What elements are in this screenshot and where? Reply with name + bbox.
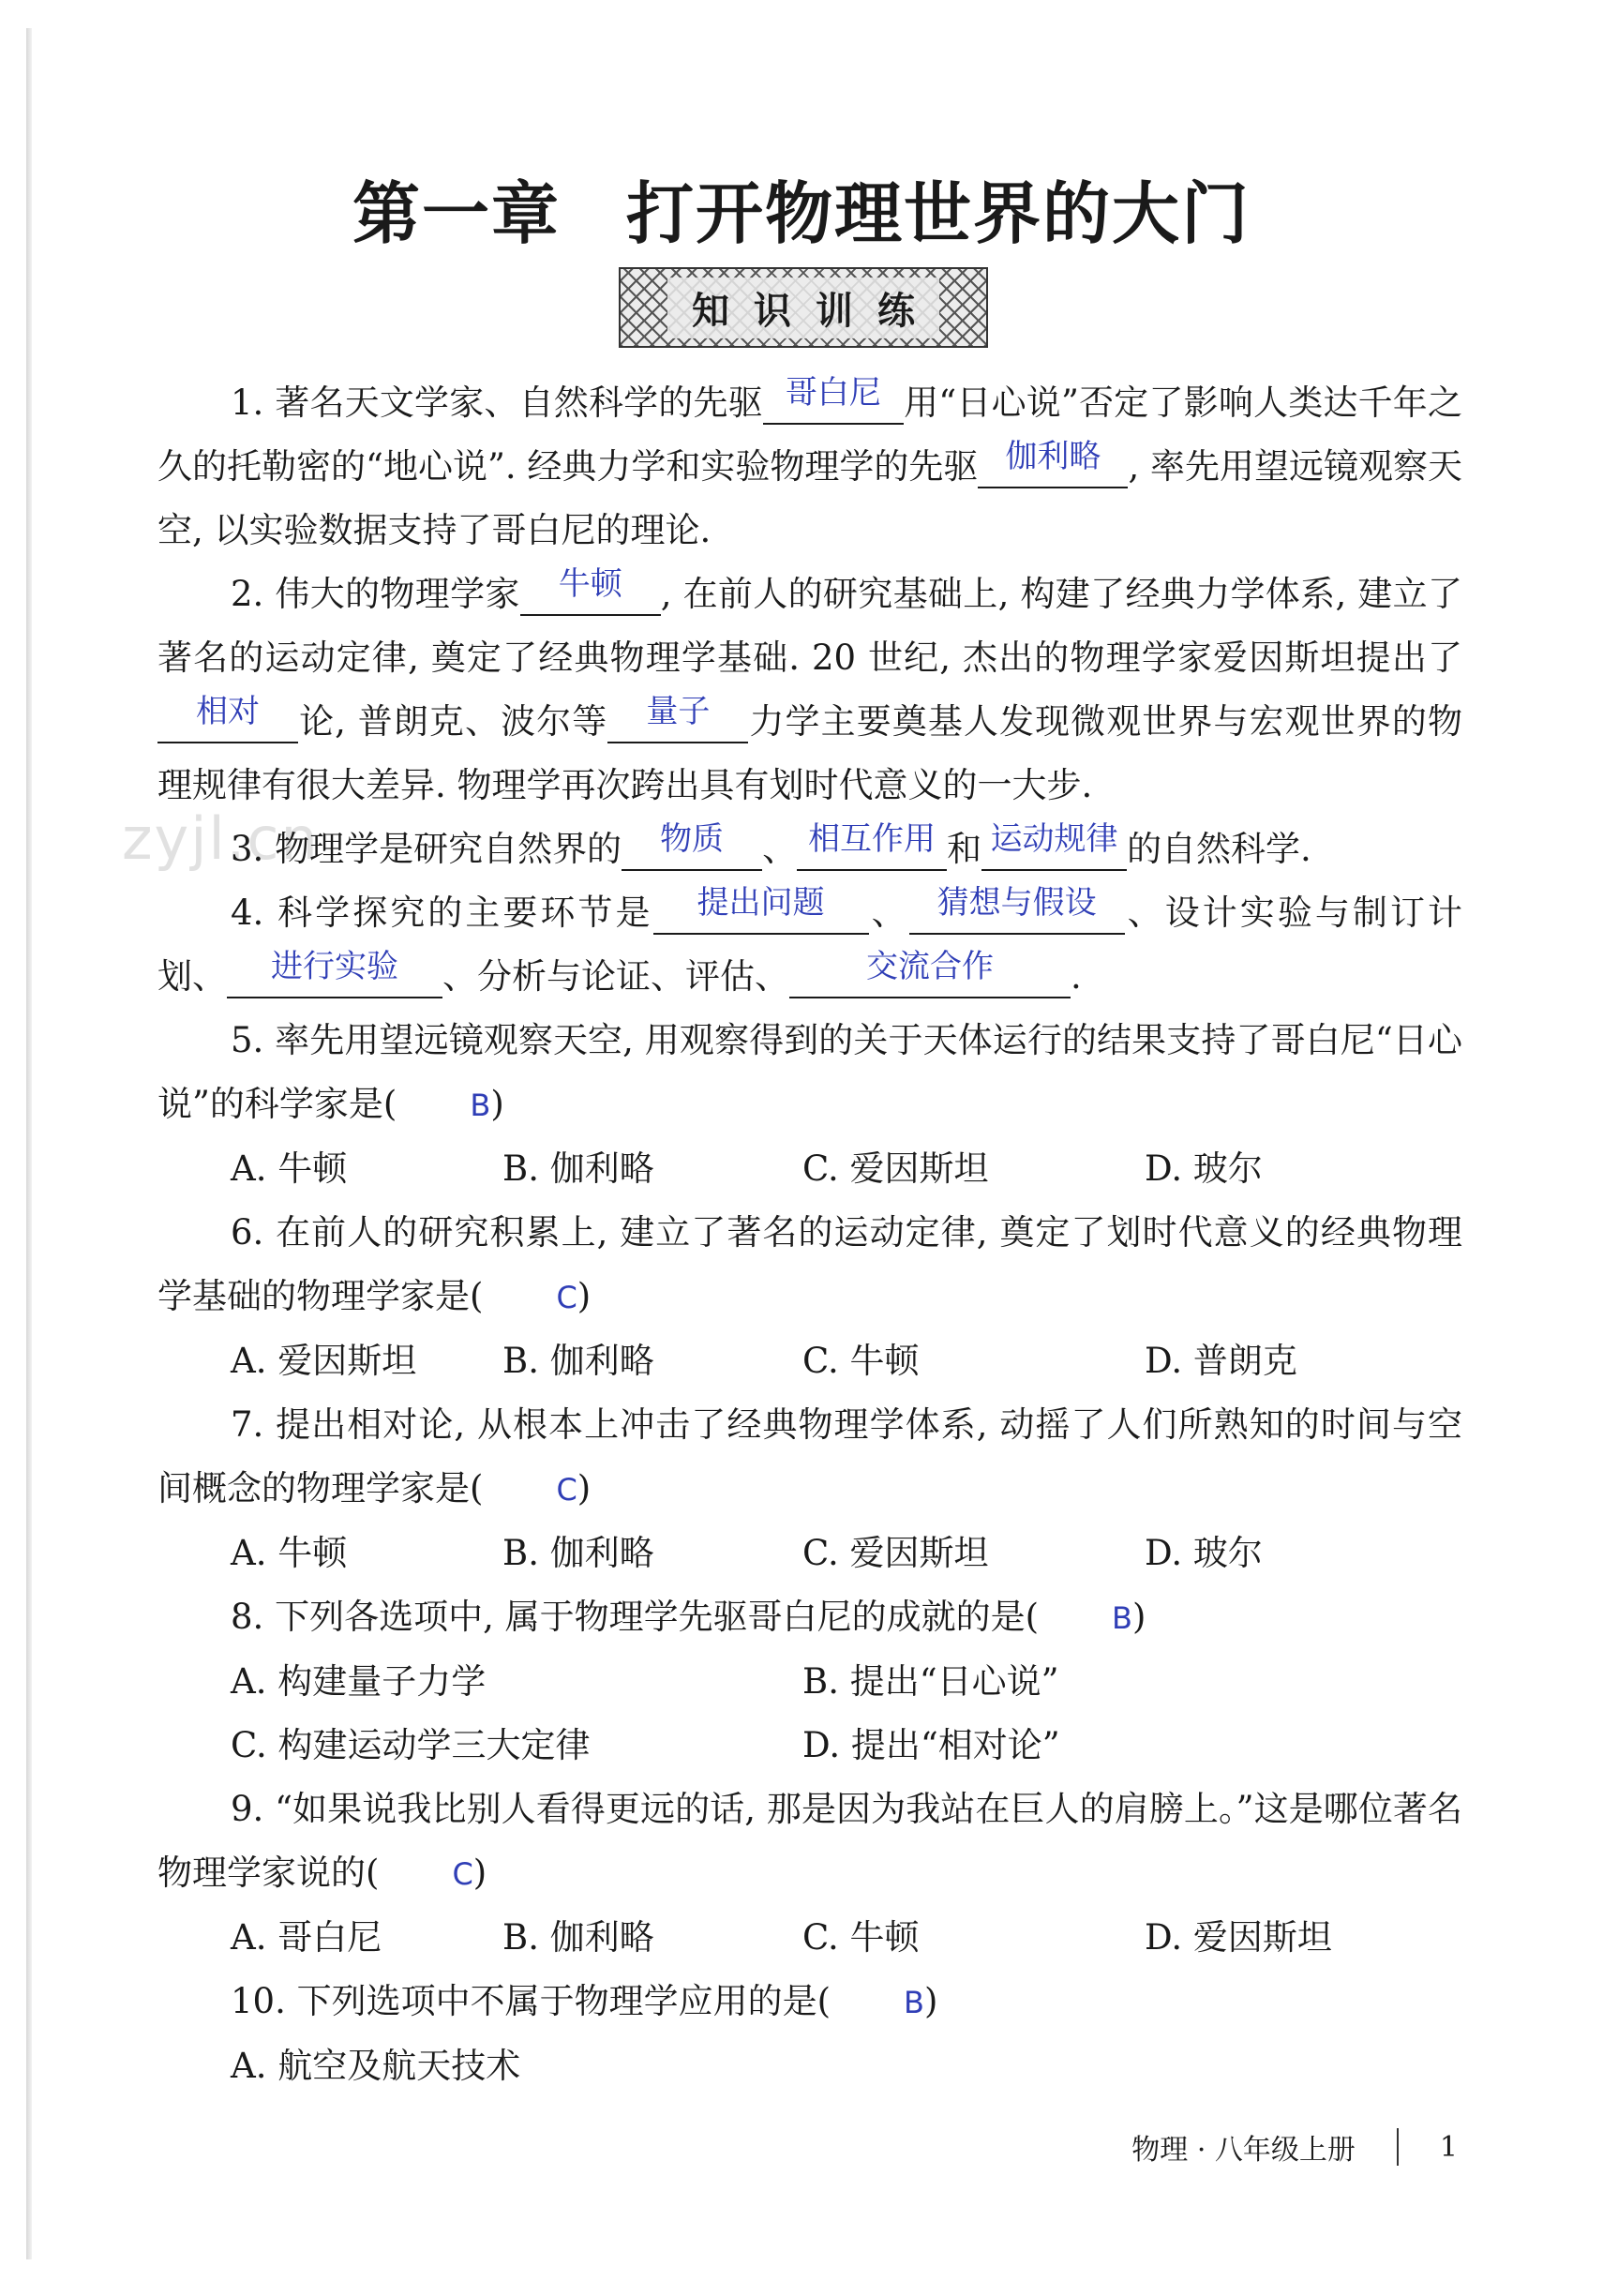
option-b[interactable]: B. 伽利略	[502, 1917, 654, 1958]
answer-blank[interactable]	[797, 820, 947, 871]
option-a[interactable]: A. 牛顿	[231, 1533, 348, 1573]
option-b[interactable]: B. 伽利略	[502, 1533, 654, 1573]
option-b[interactable]: B. 伽利略	[502, 1341, 654, 1381]
answer-blank[interactable]	[978, 438, 1128, 488]
answer-blank[interactable]	[981, 820, 1127, 871]
filled-answer: 提出问题	[697, 884, 825, 922]
answer-blank[interactable]	[227, 948, 442, 998]
question-9: 9. “如果说我比别人看得更远的话, 那是因为我站在巨人的肩膀上。”这是哪位著名物理学家说的( C)	[157, 1778, 1462, 1906]
filled-answer: 哥白尼	[785, 374, 881, 412]
filled-answer: 相对	[196, 693, 260, 730]
watermark: zyjl.cn	[122, 804, 320, 873]
answer-blank[interactable]	[622, 820, 762, 871]
option-d[interactable]: D. 提出“相对论”	[802, 1725, 1060, 1765]
answer-blank[interactable]	[789, 948, 1071, 998]
section-banner-label: 知识训练	[667, 278, 939, 338]
option-d[interactable]: D. 普朗克	[1145, 1341, 1297, 1381]
choice-answer[interactable]: C	[452, 1856, 473, 1892]
option-b[interactable]: B. 伽利略	[502, 1148, 654, 1189]
filled-answer: 猜想与假设	[936, 884, 1097, 922]
options-6	[157, 1329, 1462, 1393]
chapter-number: 第一章	[352, 173, 561, 253]
filled-answer: 牛顿	[558, 565, 622, 603]
section-banner	[619, 267, 988, 348]
page-number: 1	[1439, 2130, 1458, 2164]
question-4: 4. 科学探究的主要环节是 提出问题 、 猜想与假设 、设计实验与制订计划、 进行实验 、分析与论证、评估、 交流合作 .	[157, 884, 1463, 997]
option-a[interactable]: A. 构建量子力学	[231, 1661, 487, 1702]
option-c[interactable]: C. 牛顿	[802, 1341, 920, 1381]
filled-answer: 进行实验	[271, 948, 398, 985]
question-3: 3. 物理学是研究自然界的 物质 、 相互作用 和 运动规律 的自然科学.	[231, 820, 1311, 869]
option-c[interactable]: C. 牛顿	[802, 1917, 920, 1958]
filled-answer: 量子	[646, 693, 711, 730]
chapter-title	[0, 159, 1603, 257]
filled-answer: 伽利略	[1005, 438, 1101, 475]
page-spine-shadow	[26, 28, 32, 2259]
answer-blank[interactable]	[653, 884, 869, 935]
footer-divider	[1397, 2128, 1399, 2166]
option-a[interactable]: A. 哥白尼	[231, 1917, 382, 1958]
options-7	[157, 1522, 1462, 1585]
option-a[interactable]: A. 牛顿	[231, 1148, 348, 1189]
options-10	[157, 2034, 1462, 2098]
page-footer	[1131, 2126, 1458, 2168]
option-c[interactable]: C. 爱因斯坦	[802, 1533, 989, 1573]
choice-answer[interactable]: B	[904, 1985, 924, 2020]
options-8-row-2	[157, 1714, 1462, 1778]
question-5: 5. 率先用望远镜观察天空, 用观察得到的关于天体运行的结果支持了哥白尼“日心说”的科学家是( B)	[157, 1009, 1462, 1137]
option-c[interactable]: C. 爱因斯坦	[802, 1148, 989, 1189]
answer-blank[interactable]	[157, 693, 298, 743]
option-d[interactable]: D. 玻尔	[1145, 1533, 1263, 1573]
filled-answer: 相互作用	[808, 820, 936, 858]
options-9	[157, 1906, 1462, 1970]
question-2: 2. 伟大的物理学家 牛顿 , 在前人的研究基础上, 构建了经典力学体系, 建立了著名的运动定律, 奠定了经典物理学基础. 20 世纪, 杰出的物理学家爱因斯坦提出了相对 论, 普朗克、波尔等 量子 力学主要奠基人发现微观世界与宏观世界的物理规律有很大差异. 物理学再次跨出具有划时代意义的一大步.	[157, 565, 1463, 805]
filled-answer: 交流合作	[866, 948, 994, 985]
chapter-name: 打开物理世界的大门	[626, 173, 1251, 253]
question-1: 1. 著名天文学家、自然科学的先驱 哥白尼 用“日心说”否定了影响人类达千年之久的托勒密的“地心说”. 经典力学和实验物理学的先驱 伽利略 , 率先用望远镜观察天空, 以实验数据支持了哥白尼的理论.	[157, 374, 1462, 550]
book-title: 物理 · 八年级上册	[1131, 2134, 1356, 2167]
question-6: 6. 在前人的研究积累上, 建立了著名的运动定律, 奠定了划时代意义的经典物理学基础的物理学家是( C)	[157, 1201, 1462, 1329]
option-b[interactable]: B. 提出“日心说”	[802, 1661, 1059, 1702]
answer-blank[interactable]	[520, 565, 661, 616]
options-5	[157, 1137, 1462, 1201]
choice-answer[interactable]: B	[470, 1088, 491, 1123]
answer-blank[interactable]	[763, 374, 904, 425]
question-7: 7. 提出相对论, 从根本上冲击了经典物理学体系, 动摇了人们所熟知的时间与空间概念的物理学家是( C)	[157, 1393, 1462, 1522]
options-8-row-1	[157, 1650, 1462, 1714]
answer-blank[interactable]	[909, 884, 1125, 935]
choice-answer[interactable]: C	[556, 1280, 577, 1315]
option-d[interactable]: D. 爱因斯坦	[1145, 1917, 1332, 1958]
option-d[interactable]: D. 玻尔	[1145, 1148, 1263, 1189]
choice-answer[interactable]: C	[556, 1472, 577, 1508]
question-10: 10. 下列选项中不属于物理学应用的是( B)	[157, 1970, 1462, 2034]
filled-answer: 物质	[660, 820, 725, 858]
answer-blank[interactable]	[607, 693, 748, 743]
option-a[interactable]: A. 爱因斯坦	[231, 1341, 417, 1381]
choice-answer[interactable]: B	[1112, 1600, 1132, 1636]
option-c[interactable]: C. 构建运动学三大定律	[231, 1725, 591, 1765]
exercise-content	[157, 371, 1462, 2098]
option-a[interactable]: A. 航空及航天技术	[231, 2046, 521, 2086]
question-8: 8. 下列各选项中, 属于物理学先驱哥白尼的成就的是( B)	[157, 1585, 1462, 1650]
filled-answer: 运动规律	[990, 820, 1118, 858]
